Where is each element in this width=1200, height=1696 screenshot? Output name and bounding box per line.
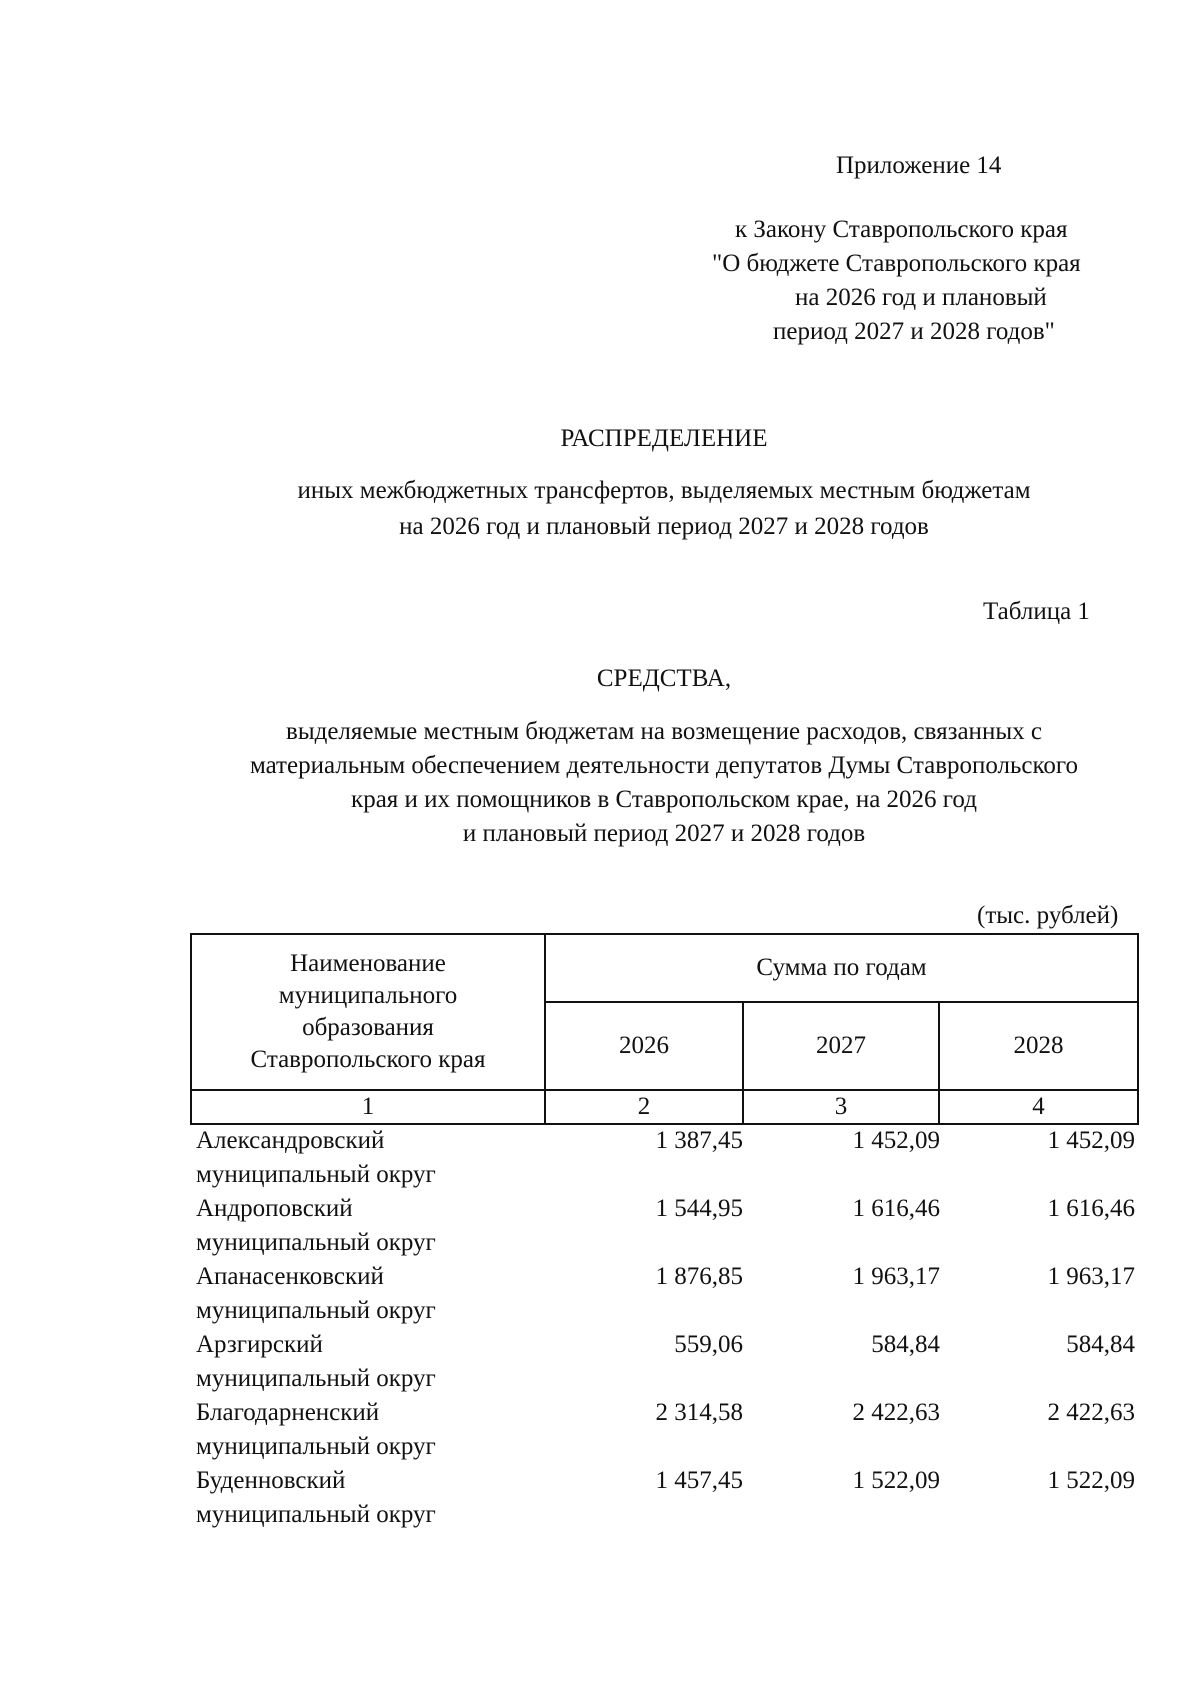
appendix-title: Приложение 14 xyxy=(836,152,1002,179)
value-2028: 1 963,17 xyxy=(1047,1263,1135,1290)
table-row xyxy=(190,1124,1137,1192)
value-2027: 1 616,46 xyxy=(852,1195,940,1222)
value-2027: 2 422,63 xyxy=(852,1399,940,1426)
municipality-name: Андроповский муниципальный округ xyxy=(196,1195,436,1256)
section-line: выделяемые местным бюджетам на возмещение расходов, связанных с xyxy=(286,718,1042,745)
appendix-law-line: период 2027 и 2028 годов" xyxy=(773,318,1055,345)
value-2028: 2 422,63 xyxy=(1047,1399,1135,1426)
value-2028: 1 522,09 xyxy=(1047,1467,1135,1494)
municipality-name: Буденновский муниципальный округ xyxy=(196,1467,436,1528)
column-number: 4 xyxy=(939,1090,1138,1124)
heading-sub-line: иных межбюджетных трансфертов, выделяемых местным бюджетам xyxy=(297,477,1031,504)
heading-main: РАСПРЕДЕЛЕНИЕ xyxy=(560,425,768,452)
municipality-name: Арзгирский муниципальный округ xyxy=(196,1331,436,1392)
sum-by-years-header: Сумма по годам xyxy=(545,934,1138,1002)
municipality-name: Апанасенковский муниципальный округ xyxy=(196,1263,436,1324)
section-line: и плановый период 2027 и 2028 годов xyxy=(462,820,866,847)
value-2027: 584,84 xyxy=(871,1331,940,1358)
table-row xyxy=(190,1260,1137,1328)
section-title: СРЕДСТВА, xyxy=(596,665,732,692)
name-header-line: Ставропольского края xyxy=(250,1046,486,1073)
value-2026: 1 387,45 xyxy=(655,1127,743,1154)
table-body xyxy=(190,1124,1137,1532)
name-header-line: муниципального xyxy=(278,982,458,1009)
units-label: (тыс. рублей) xyxy=(977,902,1119,929)
year-header-2027: 2027 xyxy=(743,1002,939,1090)
value-2026: 2 314,58 xyxy=(655,1399,743,1426)
name-column-header xyxy=(191,934,545,1090)
value-2028: 1 616,46 xyxy=(1047,1195,1135,1222)
column-number: 2 xyxy=(545,1090,743,1124)
municipality-name: Благодарненский муниципальный округ xyxy=(196,1399,436,1460)
value-2026: 1 876,85 xyxy=(655,1263,743,1290)
header-table xyxy=(190,933,1139,1125)
value-2027: 1 963,17 xyxy=(852,1263,940,1290)
value-2026: 1 544,95 xyxy=(655,1195,743,1222)
municipality-name: Александровский муниципальный округ xyxy=(196,1127,436,1188)
name-header-line: образования xyxy=(302,1014,434,1041)
table-row xyxy=(190,1192,1137,1260)
heading-sub-line: на 2026 год и плановый период 2027 и 2028 годов xyxy=(399,513,929,540)
column-number: 3 xyxy=(743,1090,939,1124)
table-row xyxy=(190,1396,1137,1464)
table-label: Таблица 1 xyxy=(983,598,1090,625)
appendix-law-line: на 2026 год и плановый xyxy=(795,284,1047,311)
section-line: материальным обеспечением деятельности депутатов Думы Ставропольского xyxy=(249,752,1079,779)
value-2027: 1 522,09 xyxy=(852,1467,940,1494)
table-row xyxy=(190,1464,1137,1532)
column-number: 1 xyxy=(191,1090,545,1124)
value-2026: 1 457,45 xyxy=(655,1467,743,1494)
section-line: края и их помощников в Ставропольском крае, на 2026 год xyxy=(351,786,977,813)
name-header-line: Наименование xyxy=(290,950,446,977)
value-2027: 1 452,09 xyxy=(852,1127,940,1154)
value-2026: 559,06 xyxy=(674,1331,743,1358)
year-header-2028: 2028 xyxy=(939,1002,1138,1090)
value-2028: 584,84 xyxy=(1066,1331,1135,1358)
appendix-law-line: к Закону Ставропольского края xyxy=(735,216,1068,243)
table-row xyxy=(190,1328,1137,1396)
value-2028: 1 452,09 xyxy=(1047,1127,1135,1154)
appendix-law-line: "О бюджете Ставропольского края xyxy=(712,250,1081,277)
year-header-2026: 2026 xyxy=(545,1002,743,1090)
